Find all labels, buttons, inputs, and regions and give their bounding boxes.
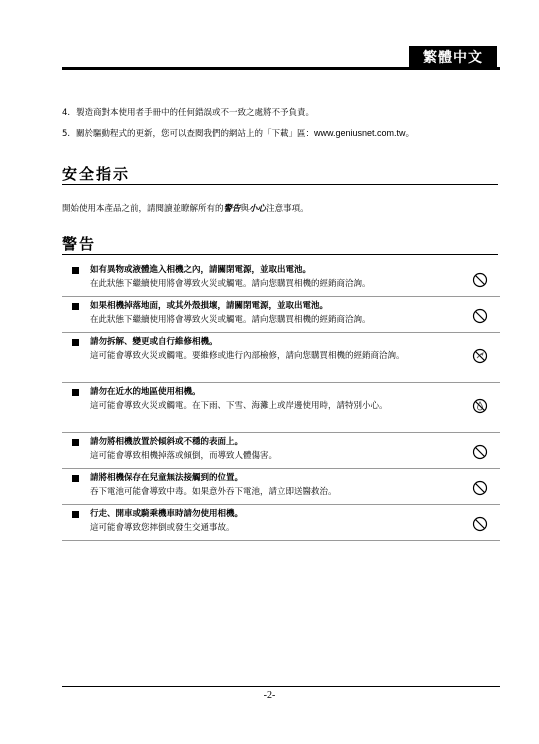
- intro-text-start: 開始使用本產品之前，請閱讀並瞭解所有的: [62, 204, 224, 214]
- note-number: 4.: [62, 108, 71, 118]
- warning-title: 請勿在近水的地區使用相機。: [90, 387, 201, 397]
- warning-item: [62, 300, 500, 330]
- warning-heading-rule: [62, 254, 498, 255]
- warning-title: 請將相機保存在兒童無法接觸到的位置。: [90, 473, 244, 483]
- item-divider: [62, 332, 500, 333]
- language-tab: 繁體中文: [409, 46, 497, 68]
- bullet-square-icon: [72, 303, 79, 310]
- prohibition-icon: [472, 272, 488, 288]
- prohibition-icon: [472, 444, 488, 460]
- warning-heading: 警告: [62, 235, 97, 253]
- prohibition-icon: [472, 516, 488, 532]
- item-divider: [62, 540, 500, 541]
- no-water-icon: [472, 398, 488, 414]
- bullet-square-icon: [72, 475, 79, 482]
- intro-caution-word: 小心: [249, 204, 267, 214]
- warning-title: 如果相機掉落地面，或其外殼損壞，請關閉電源，並取出電池。: [90, 301, 329, 311]
- no-disassembly-icon: [472, 348, 488, 364]
- item-divider: [62, 296, 500, 297]
- bullet-square-icon: [72, 267, 79, 274]
- warning-body: 這可能會導致火災或觸電。在下雨、下雪、海灘上或岸邊使用時，請特別小心。: [90, 401, 388, 411]
- item-divider: [62, 504, 500, 505]
- warning-body: 在此狀態下繼續使用將會導致火災或觸電。請向您購買相機的經銷商洽詢。: [90, 279, 371, 289]
- bullet-square-icon: [72, 511, 79, 518]
- note-number: 5.: [62, 129, 71, 139]
- warning-body: 這可能會導致火災或觸電。要維修或進行內部檢修，請向您購買相機的經銷商洽詢。: [90, 351, 405, 361]
- warning-item: [62, 386, 500, 430]
- warning-body: 這可能會導致您摔倒或發生交通事故。: [90, 523, 235, 533]
- warning-item: [62, 508, 500, 538]
- safety-intro: [62, 202, 309, 214]
- warning-body: 這可能會導致相機掉落或傾倒，而導致人體傷害。: [90, 451, 278, 461]
- item-divider: [62, 432, 500, 433]
- prohibition-icon: [472, 480, 488, 496]
- bullet-square-icon: [72, 339, 79, 346]
- intro-warn-word: 警告: [223, 204, 241, 214]
- warning-title: 請勿將相機放置於傾斜或不穩的表面上。: [90, 437, 244, 447]
- prohibition-icon: [472, 308, 488, 324]
- intro-text-end: 注意事項。: [266, 204, 309, 214]
- footer-rule: [62, 686, 500, 687]
- warning-body: 吞下電池可能會導致中毒。如果意外吞下電池，請立即送醫救治。: [90, 487, 337, 497]
- intro-text-mid: 與: [240, 204, 250, 214]
- website-link[interactable]: www.geniusnet.com.tw。: [314, 128, 415, 138]
- warning-title: 如有異物或液體進入相機之內，請關閉電源，並取出電池。: [90, 265, 312, 275]
- item-divider: [62, 382, 500, 383]
- warning-item: [62, 472, 500, 502]
- warning-item: [62, 264, 500, 294]
- note-item-4: [62, 107, 314, 119]
- page-number: -2-: [263, 690, 276, 701]
- safety-heading: 安全指示: [62, 165, 131, 183]
- bullet-square-icon: [72, 389, 79, 396]
- note-text: 關於驅動程式的更新，您可以查閱我們的網站上的「下載」區：: [76, 129, 315, 139]
- warning-body: 在此狀態下繼續使用將會導致火災或觸電。請向您購買相機的經銷商洽詢。: [90, 315, 371, 325]
- warning-title: 行走、開車或騎乘機車時請勿使用相機。: [90, 509, 244, 519]
- warning-item: [62, 436, 500, 466]
- warning-title: 請勿拆解、變更或自行維修相機。: [90, 337, 218, 347]
- warning-item: [62, 336, 500, 380]
- note-item-5: [62, 127, 415, 140]
- safety-heading-rule: [62, 184, 498, 185]
- header-rule: [62, 67, 500, 70]
- note-text: 製造商對本使用者手冊中的任何錯誤或不一致之處將不予負責。: [76, 108, 315, 118]
- item-divider: [62, 468, 500, 469]
- bullet-square-icon: [72, 439, 79, 446]
